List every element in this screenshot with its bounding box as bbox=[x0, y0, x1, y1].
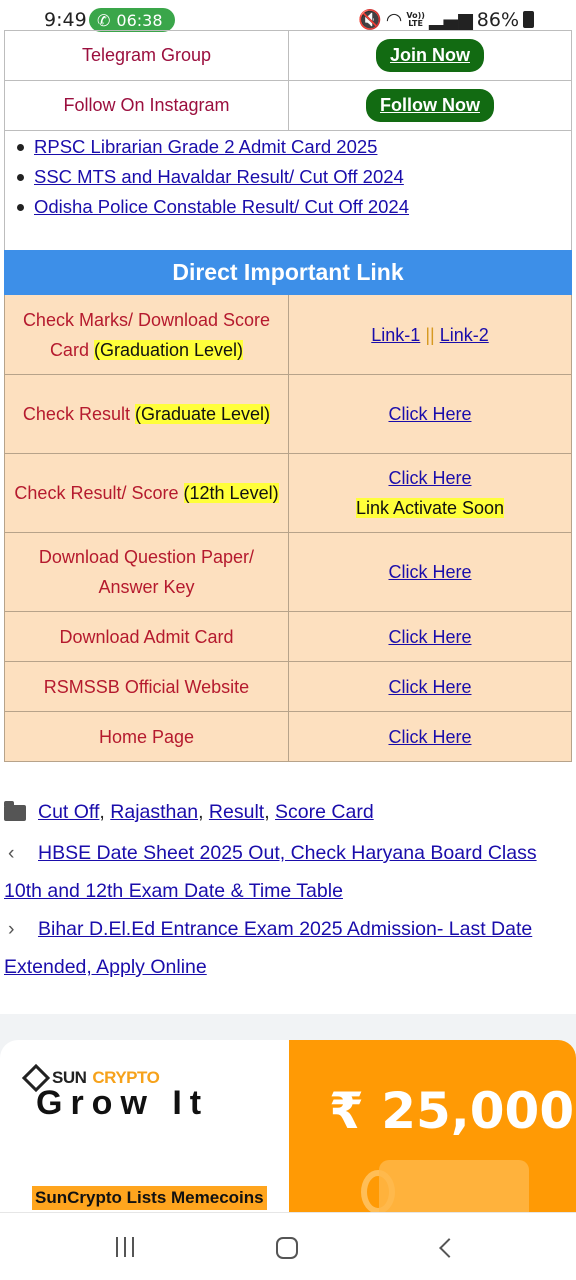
click-here-link[interactable]: Click Here bbox=[388, 468, 472, 488]
next-post-link[interactable] bbox=[4, 910, 572, 986]
system-nav-bar bbox=[0, 1212, 576, 1280]
link-separator: || bbox=[425, 324, 435, 345]
call-timer: 06:38 bbox=[116, 10, 163, 30]
row-label: Home Page bbox=[5, 712, 289, 762]
table-row bbox=[5, 31, 572, 81]
click-here-link[interactable]: Click Here bbox=[388, 726, 472, 747]
click-here-link[interactable]: Click Here bbox=[388, 404, 472, 424]
telegram-label: Telegram Group bbox=[5, 31, 289, 81]
chevron-left-icon: ‹ bbox=[8, 842, 15, 864]
signal-icon: ▂▄▆ bbox=[428, 8, 473, 31]
ad-partial-heading: Grow It bbox=[36, 1084, 210, 1122]
table-row bbox=[5, 712, 572, 762]
clock: 9:49 bbox=[44, 9, 87, 31]
next-post-title[interactable]: Bihar D.El.Ed Entrance Exam 2025 Admission- Last Date Extended, Apply Online bbox=[4, 918, 533, 978]
wifi-icon: ◠ bbox=[385, 8, 403, 31]
category-link[interactable]: Rajasthan bbox=[110, 801, 199, 823]
ongoing-call-chip[interactable] bbox=[89, 8, 175, 32]
category-link[interactable]: Score Card bbox=[275, 801, 374, 823]
related-links-list bbox=[5, 118, 571, 222]
click-here-link[interactable]: Click Here bbox=[388, 676, 472, 697]
table-row bbox=[5, 375, 572, 454]
row-label: RSMSSB Official Website bbox=[5, 662, 289, 712]
social-table bbox=[4, 30, 572, 131]
related-link[interactable]: Odisha Police Constable Result/ Cut Off 2024 bbox=[15, 192, 571, 222]
instagram-label: Follow On Instagram bbox=[5, 81, 289, 131]
related-link[interactable]: RPSC Librarian Grade 2 Admit Card 2025 bbox=[15, 132, 571, 162]
mute-icon: 🔇 bbox=[358, 9, 382, 31]
volte-icon: Vo)) LTE bbox=[406, 10, 425, 28]
row-label: Download Question Paper/ Answer Key bbox=[5, 533, 289, 612]
activation-note: Link Activate Soon bbox=[355, 498, 505, 518]
ad-caption: SunCrypto Lists Memecoins bbox=[32, 1186, 267, 1210]
link-2[interactable]: Link-2 bbox=[439, 324, 489, 345]
folder-icon bbox=[4, 805, 26, 821]
click-here-link[interactable]: Click Here bbox=[388, 626, 472, 647]
page-content bbox=[0, 38, 576, 1212]
join-telegram-button[interactable]: Join Now bbox=[376, 39, 484, 72]
suncrypto-logo: SUN CRYPTO bbox=[26, 1068, 159, 1088]
previous-post-link[interactable] bbox=[4, 834, 572, 910]
home-button[interactable] bbox=[276, 1237, 298, 1259]
post-categories: Cut Off , Rajasthan , Result , Score Card bbox=[4, 801, 374, 824]
table-row bbox=[5, 662, 572, 712]
advertisement[interactable] bbox=[0, 1014, 576, 1214]
category-link[interactable]: Cut Off bbox=[38, 801, 100, 823]
important-links-table bbox=[4, 250, 572, 762]
row-label: Check Marks/ Download Score Card (Graduation Level) bbox=[5, 295, 289, 375]
phone-icon: ✆ bbox=[97, 10, 111, 30]
category-link[interactable]: Result bbox=[208, 801, 265, 823]
table-row bbox=[5, 295, 572, 375]
table-row bbox=[5, 612, 572, 662]
row-label: Check Result (Graduate Level) bbox=[5, 375, 289, 454]
click-here-link[interactable]: Click Here bbox=[388, 562, 472, 582]
status-icons bbox=[358, 8, 534, 31]
important-links-header: Direct Important Link bbox=[5, 251, 572, 295]
battery-percent: 86% bbox=[476, 8, 519, 31]
link-1[interactable]: Link-1 bbox=[371, 324, 421, 345]
previous-post-title[interactable]: HBSE Date Sheet 2025 Out, Check Haryana Board Class 10th and 12th Exam Date & Time Table bbox=[4, 842, 537, 902]
level-highlight: (Graduation Level) bbox=[93, 339, 244, 360]
battery-icon bbox=[523, 11, 534, 28]
level-highlight: (12th Level) bbox=[183, 483, 279, 503]
recent-apps-button[interactable] bbox=[116, 1237, 134, 1257]
reward-amount: ₹ 25,000 bbox=[329, 1082, 575, 1140]
row-label: Check Result/ Score (12th Level) bbox=[5, 454, 289, 533]
back-button[interactable] bbox=[439, 1238, 459, 1258]
row-label: Download Admit Card bbox=[5, 612, 289, 662]
level-highlight: (Graduate Level) bbox=[134, 404, 271, 424]
related-link[interactable]: SSC MTS and Havaldar Result/ Cut Off 2024 bbox=[15, 162, 571, 192]
follow-instagram-button[interactable]: Follow Now bbox=[366, 89, 494, 122]
chevron-right-icon: › bbox=[8, 918, 15, 940]
ad-right-panel[interactable] bbox=[289, 1040, 576, 1220]
ad-left-panel[interactable] bbox=[0, 1040, 289, 1220]
table-row bbox=[5, 454, 572, 533]
table-row bbox=[5, 533, 572, 612]
